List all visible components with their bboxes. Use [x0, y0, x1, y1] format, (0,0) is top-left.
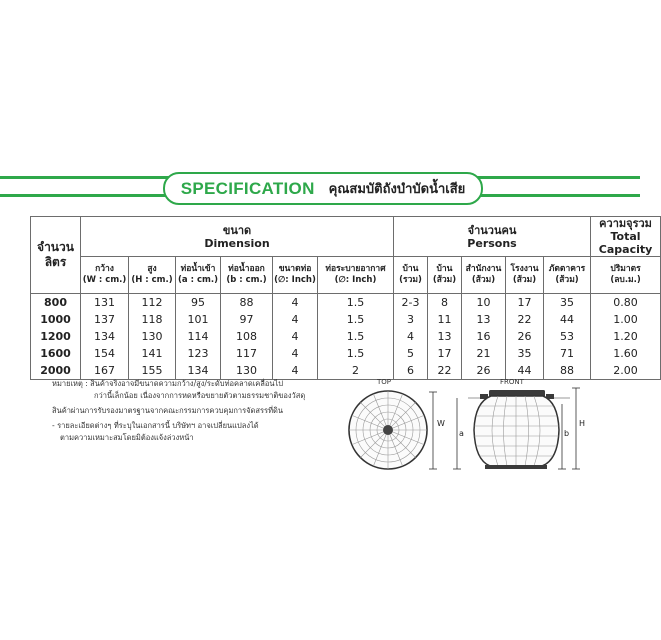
table-cell: 16	[462, 328, 506, 345]
table-cell: 44	[544, 311, 591, 328]
model-cell: 800	[31, 294, 81, 312]
table-cell: 3	[394, 311, 428, 328]
dimension-col-0-header	[81, 257, 129, 294]
persons-col-0-header-line-1: (รวม)	[399, 275, 422, 285]
table-cell: 4	[273, 362, 318, 380]
dimension-col-1-header-line-1: (H : cm.)	[131, 275, 173, 285]
table-cell: 1.60	[591, 345, 661, 362]
persons-col-4-header	[544, 257, 591, 294]
persons-header-th: จำนวนคน	[467, 223, 517, 237]
table-cell: 134	[81, 328, 129, 345]
persons-col-0-header	[394, 257, 428, 294]
capacity-col-header-line-0: ปริมาตร	[610, 264, 641, 274]
table-cell: 8	[428, 294, 462, 312]
table-cell: 35	[544, 294, 591, 312]
table-cell: 141	[129, 345, 176, 362]
dimension-header	[81, 217, 394, 257]
table-cell: 4	[273, 311, 318, 328]
model-cell: 2000	[31, 362, 81, 380]
table-row	[31, 345, 661, 362]
dim-w-label: W	[437, 419, 445, 428]
persons-col-1-header-line-0: บ้าน	[436, 264, 453, 274]
banner-title: SPECIFICATION	[180, 178, 315, 198]
table-cell: 130	[129, 328, 176, 345]
table-cell: 1.5	[318, 311, 394, 328]
note-1-line-1: หมายเหตุ : สินค้าจริงอาจมีขนาดความกว้าง/สูง/ระดับท่อคลาดเคลื่อนไป	[52, 379, 284, 388]
table-cell: 10	[462, 294, 506, 312]
top-view-label: TOP	[377, 378, 392, 386]
persons-col-3-header-line-0: โรงงาน	[510, 264, 539, 274]
table-cell: 44	[506, 362, 544, 380]
table-row	[31, 328, 661, 345]
dimension-col-3-header-line-0: ท่อน้ำออก	[228, 264, 265, 274]
capacity-header-th: ความจุรวม	[599, 217, 652, 230]
front-view-label: FRONT	[500, 378, 524, 386]
dimension-h	[572, 388, 585, 469]
dimension-col-0-header-line-1: (W : cm.)	[82, 275, 127, 285]
dimension-col-5-header	[318, 257, 394, 294]
dimension-col-4-header	[273, 257, 318, 294]
model-cell: 1600	[31, 345, 81, 362]
table-cell: 4	[273, 294, 318, 312]
persons-col-0-header-line-0: บ้าน	[402, 264, 419, 274]
table-cell: 2.00	[591, 362, 661, 380]
capacity-col-header-line-1: (ลบ.ม.)	[610, 275, 641, 285]
table-cell: 21	[462, 345, 506, 362]
table-cell: 26	[506, 328, 544, 345]
capacity-header	[591, 217, 661, 257]
persons-col-1-header	[428, 257, 462, 294]
persons-header-en: Persons	[467, 236, 517, 250]
tank-diagram	[340, 378, 590, 483]
dimension-col-1-header-line-0: สูง	[147, 264, 157, 274]
model-cell: 1200	[31, 328, 81, 345]
table-cell: 2-3	[394, 294, 428, 312]
table-cell: 22	[428, 362, 462, 380]
table-cell: 4	[394, 328, 428, 345]
table-cell: 137	[81, 311, 129, 328]
dimension-col-1-header	[129, 257, 176, 294]
table-row	[31, 311, 661, 328]
table-cell: 88	[544, 362, 591, 380]
table-cell: 5	[394, 345, 428, 362]
table-cell: 0.80	[591, 294, 661, 312]
table-cell: 131	[81, 294, 129, 312]
dimension-b	[558, 404, 569, 469]
model-header-en: ลิตร	[44, 255, 67, 269]
table-cell: 134	[176, 362, 221, 380]
table-cell: 17	[428, 345, 462, 362]
table-cell: 2	[318, 362, 394, 380]
table-cell: 118	[129, 311, 176, 328]
top-view	[348, 390, 428, 470]
persons-col-2-header-line-1: (ส้วม)	[471, 275, 496, 285]
persons-col-4-header-line-0: ภัตตาคาร	[548, 264, 586, 274]
table-cell: 35	[506, 345, 544, 362]
model-header	[31, 217, 81, 294]
table-cell: 123	[176, 345, 221, 362]
banner-subtitle: คุณสมบัติถังบำบัดน้ำเสีย	[328, 182, 466, 197]
dimension-col-2-header-line-1: (a : cm.)	[178, 275, 218, 285]
persons-col-3-header-line-1: (ส้วม)	[512, 275, 537, 285]
table-cell: 26	[462, 362, 506, 380]
table-cell: 155	[129, 362, 176, 380]
notes-block	[52, 378, 352, 447]
persons-col-3-header	[506, 257, 544, 294]
table-cell: 53	[544, 328, 591, 345]
table-cell: 22	[506, 311, 544, 328]
front-view	[470, 390, 562, 469]
note-1-line-2: กว่านี้เล็กน้อย เนื่องจากการหดหรือขยายตัวตามธรรมชาติของวัสดุ	[94, 391, 306, 400]
persons-col-4-header-line-1: (ส้วม)	[555, 275, 579, 285]
dimension-col-0-header-line-0: กว้าง	[95, 264, 114, 274]
model-header-th: จำนวน	[37, 240, 74, 254]
table-cell: 1.5	[318, 294, 394, 312]
table-cell: 4	[273, 345, 318, 362]
table-cell: 1.20	[591, 328, 661, 345]
table-cell: 4	[273, 328, 318, 345]
table-cell: 114	[176, 328, 221, 345]
dimension-col-4-header-line-1: (∅: Inch)	[274, 275, 316, 285]
table-cell: 101	[176, 311, 221, 328]
table-cell: 1.5	[318, 345, 394, 362]
spec-banner	[163, 172, 483, 205]
dimension-col-5-header-line-0: ท่อระบายอากาศ	[325, 264, 386, 274]
note-3	[52, 420, 352, 444]
model-cell: 1000	[31, 311, 81, 328]
dimension-col-3-header-line-1: (b : cm.)	[226, 275, 267, 285]
table-cell: 108	[221, 328, 273, 345]
note-1	[52, 378, 352, 402]
table-row	[31, 362, 661, 380]
note-2: สินค้าผ่านการรับรองมาตรฐานจากคณะกรรมการควบคุมการจัดสรรที่ดิน	[52, 406, 284, 415]
table-cell: 112	[129, 294, 176, 312]
persons-col-1-header-line-1: (ส้วม)	[432, 275, 457, 285]
table-cell: 17	[506, 294, 544, 312]
capacity-col-header	[591, 257, 661, 294]
dimension-col-2-header	[176, 257, 221, 294]
note-3-line-2: ตามความเหมาะสมโดยมิต้องแจ้งล่วงหน้า	[60, 433, 194, 442]
dim-h-label: H	[579, 419, 586, 428]
persons-col-2-header-line-0: สำนักงาน	[465, 264, 502, 274]
dimension-col-5-header-line-1: (∅: Inch)	[334, 275, 377, 285]
dimension-header-th: ขนาด	[222, 223, 252, 237]
table-cell: 95	[176, 294, 221, 312]
table-cell: 117	[221, 345, 273, 362]
table-cell: 154	[81, 345, 129, 362]
table-cell: 130	[221, 362, 273, 380]
dimension-w	[429, 392, 445, 469]
persons-col-2-header	[462, 257, 506, 294]
table-cell: 11	[428, 311, 462, 328]
table-cell: 71	[544, 345, 591, 362]
spec-table	[30, 216, 661, 380]
table-cell: 167	[81, 362, 129, 380]
table-row	[31, 294, 661, 312]
dimension-header-en: Dimension	[204, 236, 270, 250]
table-cell: 13	[462, 311, 506, 328]
dimension-col-4-header-line-0: ขนาดท่อ	[278, 264, 312, 274]
table-cell: 6	[394, 362, 428, 380]
dim-b-label: b	[564, 429, 570, 438]
persons-header	[394, 217, 591, 257]
table-cell: 88	[221, 294, 273, 312]
capacity-header-en: Total Capacity	[598, 230, 653, 256]
dim-a-label: a	[459, 429, 464, 438]
note-3-line-1: - รายละเอียดต่างๆ ที่ระบุในเอกสารนี้ บริษัทฯ อาจเปลี่ยนแปลงได้	[52, 421, 259, 430]
table-cell: 97	[221, 311, 273, 328]
dimension-col-3-header	[221, 257, 273, 294]
table-cell: 1.00	[591, 311, 661, 328]
dimension-a	[453, 398, 464, 469]
table-cell: 1.5	[318, 328, 394, 345]
table-cell: 13	[428, 328, 462, 345]
dimension-col-2-header-line-0: ท่อน้ำเข้า	[180, 264, 216, 274]
